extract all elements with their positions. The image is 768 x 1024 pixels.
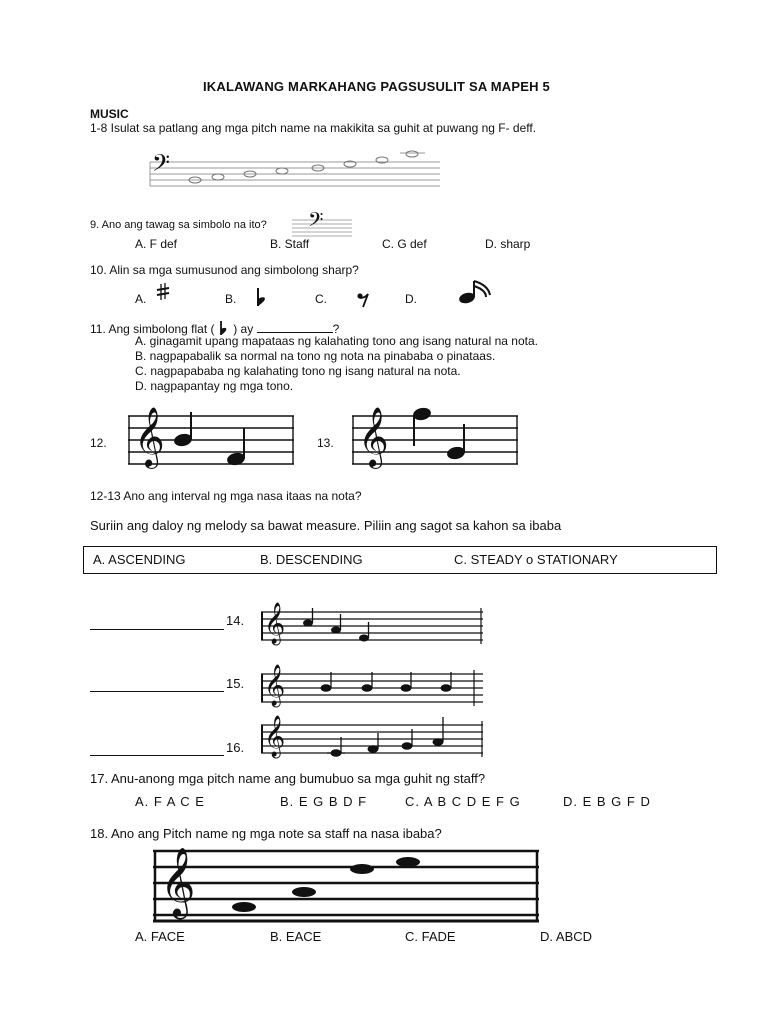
question-1-8: 1-8 Isulat sa patlang ang mga pitch name na makikita sa guhit at puwang ng F- deff. [90, 121, 537, 135]
melody-instruction: Suriin ang daloy ng melody sa bawat measure. Piliin ang sagot sa kahon sa ibaba [90, 518, 562, 533]
q10-choice-d[interactable]: D. [405, 292, 417, 306]
treble-clef-icon: 𝄞 [358, 407, 389, 467]
bass-clef-icon: 𝄢 [308, 208, 324, 236]
section-heading: MUSIC [90, 107, 129, 121]
q11-choice-b[interactable]: B. nagpapabalik sa normal na tono ng nota na pinababa o pinataas. [135, 349, 496, 363]
q18-choice-b[interactable]: B. EACE [270, 929, 322, 944]
treble-clef-icon: 𝄞 [264, 716, 286, 757]
question-17: 17. Anu-anong mga pitch name ang bumubuo sa mga guhit ng staff? [90, 771, 486, 786]
q11-question-mark: ? [332, 322, 340, 336]
staff-q18 [153, 849, 539, 923]
treble-clef-icon: 𝄞 [264, 603, 286, 644]
q11-text-after: ) ay [233, 322, 254, 336]
q17-choice-c[interactable]: C. A B C D E F G [405, 794, 521, 809]
q11-choice-c[interactable]: C. nagpapababa ng kalahating tono ng isang natural na nota. [135, 364, 461, 378]
sixteenth-note-icon [458, 279, 498, 305]
q12-label: 12. [90, 436, 107, 450]
q16-label: 16. [226, 740, 245, 755]
staff-q15 [261, 670, 483, 706]
answer-blank-15[interactable] [90, 678, 224, 692]
treble-clef-icon: 𝄞 [134, 407, 165, 467]
q9-choice-a[interactable]: A. F def [135, 237, 178, 251]
flat-icon [254, 287, 270, 307]
question-10: 10. Alin sa mga sumusunod ang simbolong sharp? [90, 263, 359, 277]
q11-choice-a[interactable]: A. ginagamit upang mapataas ng kalahating tono ang isang natural na nota. [135, 334, 538, 348]
q11-choice-d[interactable]: D. nagpapantay ng mga tono. [135, 379, 294, 393]
q11-text-before: 11. Ang simbolong flat ( [90, 322, 215, 336]
q17-choice-d[interactable]: D. E B G F D [563, 794, 651, 809]
treble-clef-icon: 𝄞 [160, 847, 196, 917]
q9-choice-b[interactable]: B. Staff [270, 237, 310, 251]
option-ascending: A. ASCENDING [93, 552, 186, 567]
q10-choice-c[interactable]: C. [315, 292, 327, 306]
bass-clef-icon: 𝄢 [152, 149, 171, 182]
answer-blank-14[interactable] [90, 616, 224, 630]
question-18: 18. Ano ang Pitch name ng mga note sa staff na nasa ibaba? [90, 826, 442, 841]
page-title: IKALAWANG MARKAHANG PAGSUSULIT SA MAPEH 5 [203, 79, 550, 94]
answer-blank-16[interactable] [90, 742, 224, 756]
q13-label: 13. [317, 436, 334, 450]
q17-choice-a[interactable]: A. F A C E [135, 794, 205, 809]
eighth-rest-icon [355, 292, 371, 308]
q17-choice-b[interactable]: B. E G B D F [280, 794, 368, 809]
q10-choice-b[interactable]: B. [225, 292, 237, 306]
treble-clef-icon: 𝄞 [264, 665, 286, 706]
q14-label: 14. [226, 613, 245, 628]
staff-q14 [261, 608, 483, 644]
q18-choice-d[interactable]: D. ABCD [540, 929, 593, 944]
q9-choice-d[interactable]: D. sharp [485, 237, 531, 251]
option-steady: C. STEADY o STATIONARY [454, 552, 618, 567]
q10-choice-a[interactable]: A. [135, 292, 147, 306]
sharp-icon [156, 283, 170, 301]
q15-label: 15. [226, 676, 245, 691]
answer-options-box [83, 546, 717, 574]
staff-q16 [261, 721, 483, 761]
bass-staff-q1-8 [150, 150, 440, 190]
question-9: 9. Ano ang tawag sa simbolo na ito? [90, 219, 267, 231]
q18-choice-a[interactable]: A. FACE [135, 929, 185, 944]
q9-choice-c[interactable]: C. G def [382, 237, 427, 251]
option-descending: B. DESCENDING [260, 552, 363, 567]
q18-choice-c[interactable]: C. FADE [405, 929, 456, 944]
question-12-13: 12-13 Ano ang interval ng mga nasa itaas na nota? [90, 489, 362, 503]
answer-blank[interactable] [257, 320, 333, 333]
